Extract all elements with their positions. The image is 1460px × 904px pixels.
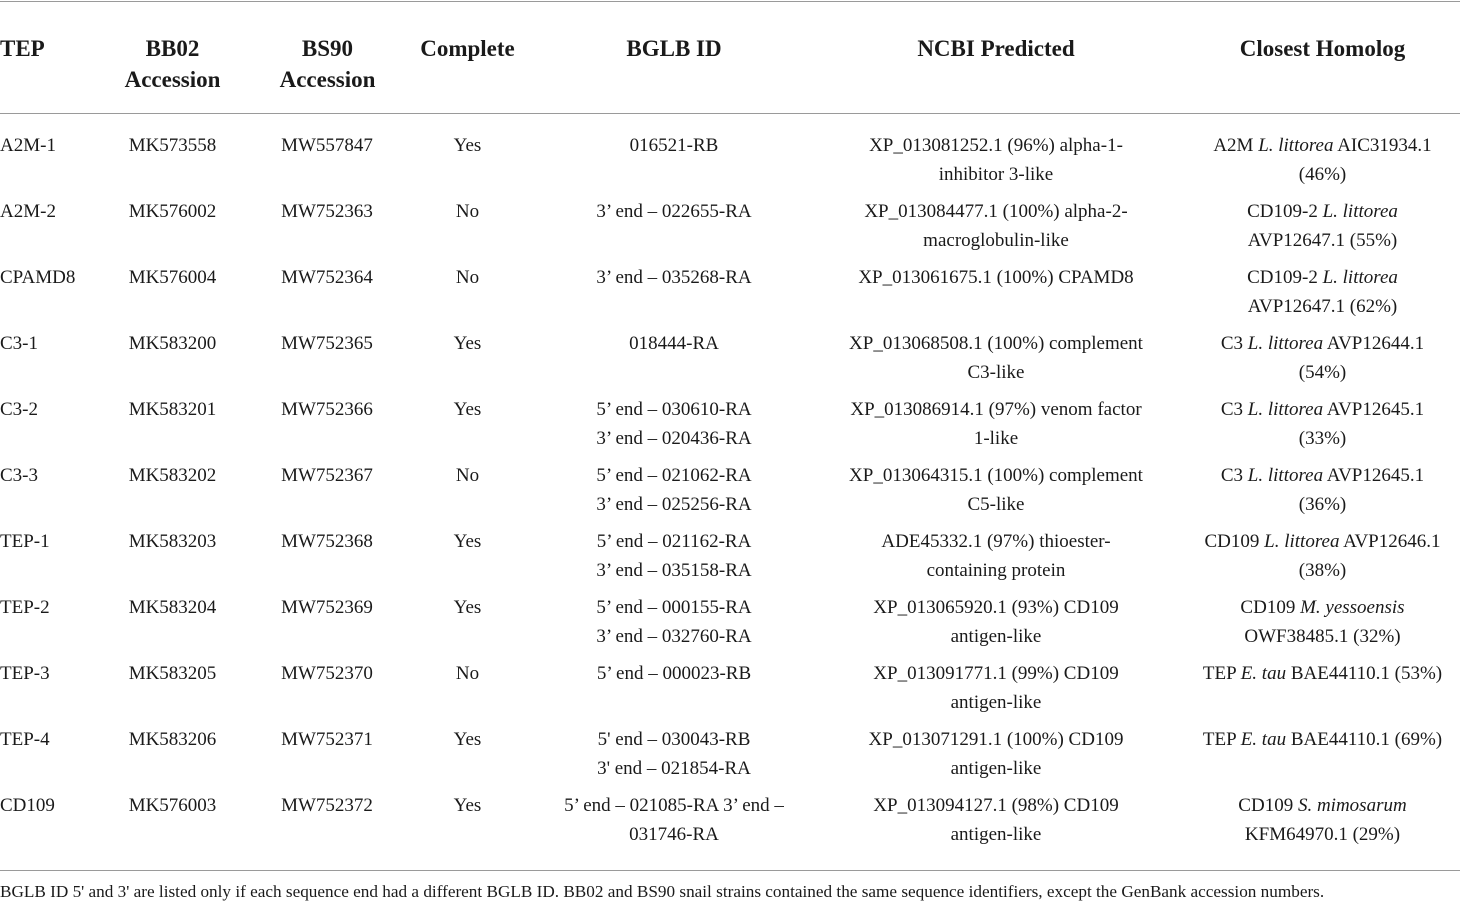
cell-closest-homolog: TEP E. tau BAE44110.1 (69%) [1202,729,1443,750]
header-tep: TEP [0,36,45,61]
header-ncbi-predicted: NCBI Predicted [917,36,1075,61]
table-row [0,462,1460,528]
table-row [0,264,1460,330]
cell-complete: Yes [453,729,482,750]
species-name: E. tau [1240,663,1287,684]
table-row [0,792,1460,858]
cell-bglb-id: 5’ end – 021162-RA 3’ end – 035158-RA [596,531,752,581]
cell-bglb-id: 016521-RB [629,135,719,156]
cell-ncbi-predicted: XP_013064315.1 (100%) complement C5-like [849,465,1143,515]
cell-complete: No [455,663,480,684]
cell-bs90-accession: MW752368 [281,531,373,552]
cell-ncbi-predicted: XP_013086914.1 (97%) venom factor 1-like [850,399,1142,449]
cell-tep: C3-2 [0,399,38,420]
cell-tep: TEP-1 [0,531,50,552]
table-row [0,594,1460,660]
cell-bb02-accession: MK583204 [128,597,217,618]
cell-complete: Yes [453,597,482,618]
cell-bs90-accession: MW752369 [281,597,373,618]
species-name: L. littorea [1247,465,1324,486]
table-bottom-rule [0,870,1460,871]
table-row [0,396,1460,462]
cell-bs90-accession: MW752364 [281,267,373,288]
species-name: L. littorea [1247,333,1324,354]
cell-complete: Yes [453,135,482,156]
cell-closest-homolog: CD109 M. yessoensis OWF38485.1 (32%) [1240,597,1405,647]
cell-bglb-id: 5’ end – 000023-RB [596,663,752,684]
table-row [0,330,1460,396]
cell-bglb-id: 5’ end – 021062-RA 3’ end – 025256-RA [596,465,752,515]
cell-bs90-accession: MW752366 [281,399,373,420]
cell-tep: A2M-1 [0,135,56,156]
species-name: L. littorea [1264,531,1340,552]
cell-complete: Yes [453,531,482,552]
cell-ncbi-predicted: XP_013081252.1 (96%) alpha-1- inhibitor 3-like [869,135,1123,185]
cell-complete: No [455,201,480,222]
species-name: L. littorea [1258,135,1334,156]
cell-ncbi-predicted: XP_013084477.1 (100%) alpha-2- macroglobulin-like [864,201,1128,251]
cell-bs90-accession: MW752363 [281,201,373,222]
cell-closest-homolog: C3 L. littorea AVP12645.1 (36%) [1220,465,1425,515]
cell-bb02-accession: MK583202 [128,465,217,486]
cell-ncbi-predicted: XP_013091771.1 (99%) CD109 antigen-like [873,663,1119,713]
cell-ncbi-predicted: XP_013068508.1 (100%) complement C3-like [849,333,1143,383]
cell-bs90-accession: MW752367 [281,465,373,486]
cell-closest-homolog: C3 L. littorea AVP12645.1 (33%) [1220,399,1425,449]
cell-tep: C3-3 [0,465,38,486]
cell-bglb-id: 5’ end – 021085-RA 3’ end – 031746-RA [564,795,784,845]
cell-bs90-accession: MW557847 [281,135,373,156]
cell-bglb-id: 3’ end – 022655-RA [596,201,752,222]
cell-tep: C3-1 [0,333,38,354]
cell-bb02-accession: MK583201 [128,399,217,420]
header-bb02-accession: BB02 Accession [124,36,221,92]
cell-bb02-accession: MK576004 [128,267,217,288]
cell-ncbi-predicted: ADE45332.1 (97%) thioester- containing protein [881,531,1111,581]
header-bglb-id: BGLB ID [626,36,722,61]
cell-tep: TEP-2 [0,597,50,618]
cell-ncbi-predicted: XP_013094127.1 (98%) CD109 antigen-like [873,795,1119,845]
cell-complete: Yes [453,795,482,816]
cell-bb02-accession: MK583200 [128,333,217,354]
header-closest-homolog: Closest Homolog [1239,36,1406,61]
cell-bb02-accession: MK583206 [128,729,217,750]
header-complete: Complete [420,36,515,61]
cell-bb02-accession: MK583203 [128,531,217,552]
table-row [0,660,1460,726]
cell-bb02-accession: MK573558 [128,135,217,156]
cell-tep: TEP-4 [0,729,50,750]
cell-bb02-accession: MK576003 [128,795,217,816]
species-name: L. littorea [1322,267,1398,288]
cell-ncbi-predicted: XP_013071291.1 (100%) CD109 antigen-like [868,729,1124,779]
cell-closest-homolog: CD109 L. littorea AVP12646.1 (38%) [1204,531,1441,581]
cell-closest-homolog: CD109-2 L. littorea AVP12647.1 (62%) [1247,267,1398,317]
cell-bb02-accession: MK576002 [128,201,217,222]
cell-complete: No [455,465,480,486]
cell-closest-homolog: CD109-2 L. littorea AVP12647.1 (55%) [1247,201,1398,251]
table-row [0,726,1460,792]
cell-bglb-id: 5’ end – 000155-RA 3’ end – 032760-RA [596,597,752,647]
table-row [0,198,1460,264]
species-name: S. mimosarum [1297,795,1407,816]
table-row [0,528,1460,594]
cell-closest-homolog: C3 L. littorea AVP12644.1 (54%) [1220,333,1425,383]
cell-closest-homolog: CD109 S. mimosarum KFM64970.1 (29%) [1238,795,1407,845]
species-name: M. yessoensis [1300,597,1405,618]
cell-bglb-id: 3’ end – 035268-RA [596,267,752,288]
cell-tep: CPAMD8 [0,267,76,288]
species-name: L. littorea [1322,201,1398,222]
cell-tep: CD109 [0,795,55,816]
species-name: L. littorea [1247,399,1324,420]
cell-ncbi-predicted: XP_013061675.1 (100%) CPAMD8 [858,267,1134,288]
header-bottom-rule [0,113,1460,114]
table-footnote: BGLB ID 5' and 3' are listed only if each sequence end had a different BGLB ID. BB02 and BS90 snail strains contained the same sequence identifiers, except the GenBank accession numbers. [0,882,1325,901]
header-bs90-accession: BS90 Accession [279,36,376,92]
cell-closest-homolog: TEP E. tau BAE44110.1 (53%) [1202,663,1443,684]
cell-bs90-accession: MW752372 [281,795,373,816]
cell-bglb-id: 5’ end – 030610-RA 3’ end – 020436-RA [596,399,752,449]
cell-bs90-accession: MW752370 [281,663,373,684]
cell-closest-homolog: A2M L. littorea AIC31934.1 (46%) [1213,135,1432,185]
table-top-rule [0,1,1460,2]
cell-bb02-accession: MK583205 [128,663,217,684]
cell-bs90-accession: MW752365 [281,333,373,354]
cell-ncbi-predicted: XP_013065920.1 (93%) CD109 antigen-like [873,597,1119,647]
cell-complete: No [455,267,480,288]
cell-complete: Yes [453,399,482,420]
cell-tep: TEP-3 [0,663,50,684]
cell-complete: Yes [453,333,482,354]
cell-tep: A2M-2 [0,201,56,222]
species-name: E. tau [1240,729,1287,750]
cell-bglb-id: 018444-RA [629,333,719,354]
table-row [0,132,1460,198]
cell-bglb-id: 5' end – 030043-RB 3' end – 021854-RA [597,729,751,779]
cell-bs90-accession: MW752371 [281,729,373,750]
